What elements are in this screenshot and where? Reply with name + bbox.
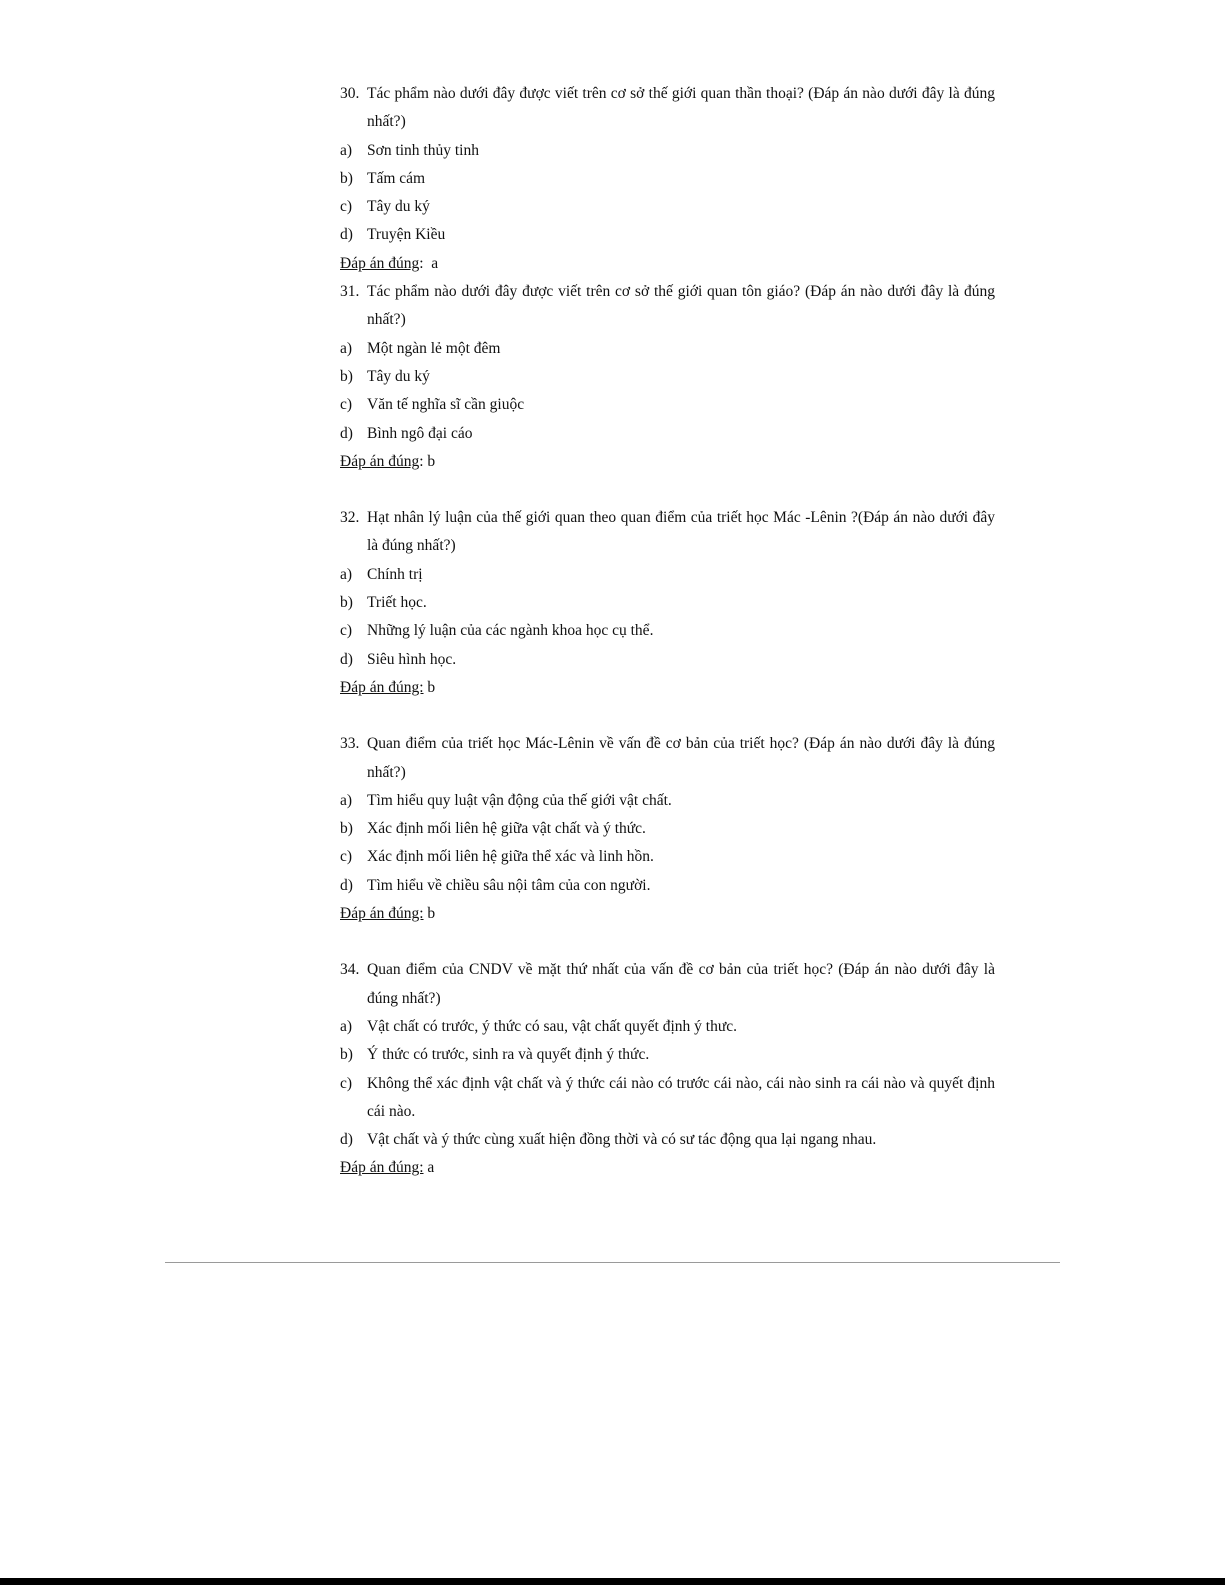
answer-label: Đáp án đúng: xyxy=(340,905,424,923)
option-text: Bình ngô đại cáo xyxy=(367,424,473,442)
option-a xyxy=(340,1013,995,1041)
answer-value: b xyxy=(423,678,436,696)
option-text: Tấm cám xyxy=(367,169,426,187)
answer-line xyxy=(340,1154,995,1182)
option-c xyxy=(340,391,995,419)
option-text: Chính trị xyxy=(367,565,423,583)
answer-label: Đáp án đúng xyxy=(340,254,420,272)
option-d xyxy=(340,872,995,900)
answer-value: b xyxy=(423,905,436,923)
option-letter: a) xyxy=(340,1017,353,1035)
option-letter: a) xyxy=(340,141,353,159)
option-letter: d) xyxy=(340,424,353,442)
question-stem xyxy=(340,956,995,1013)
option-text: Sơn tinh thủy tinh xyxy=(367,141,479,159)
option-a xyxy=(340,561,995,589)
option-c xyxy=(340,843,995,871)
option-text: Vật chất và ý thức cùng xuất hiện đồng thời và có sư tác động qua lại ngang nhau. xyxy=(367,1131,877,1149)
question-text: Quan điểm của triết học Mác-Lênin về vấn đề cơ bản của triết học? (Đáp án nào dưới đây là đúng nhất?) xyxy=(367,735,995,781)
option-text: Siêu hình học. xyxy=(367,650,457,668)
option-text: Vật chất có trước, ý thức có sau, vật chất quyết định ý thưc. xyxy=(367,1017,737,1035)
option-a xyxy=(340,335,995,363)
question-33 xyxy=(340,730,995,928)
option-a xyxy=(340,137,995,165)
option-c xyxy=(340,617,995,645)
answer-value: : b xyxy=(419,452,436,470)
blank-line xyxy=(340,702,995,730)
option-b xyxy=(340,815,995,843)
option-d xyxy=(340,420,995,448)
option-text: Những lý luận của các ngành khoa học cụ thể. xyxy=(367,622,654,640)
option-letter: c) xyxy=(340,396,353,414)
option-letter: b) xyxy=(340,820,353,838)
answer-label: Đáp án đúng: xyxy=(340,1159,424,1177)
option-letter: a) xyxy=(340,565,353,583)
answer-line xyxy=(340,674,995,702)
option-letter: b) xyxy=(340,169,353,187)
question-number: 30. xyxy=(340,85,360,102)
option-letter: b) xyxy=(340,1046,353,1064)
option-text: Không thể xác định vật chất và ý thức cái nào có trước cái nào, cái nào sinh ra cái nào và quyết định cái nào. xyxy=(367,1074,995,1120)
question-31 xyxy=(340,278,995,476)
document-page xyxy=(340,80,995,1183)
answer-line xyxy=(340,448,995,476)
option-text: Tây du ký xyxy=(367,198,430,216)
question-text: Tác phẩm nào dưới đây được viết trên cơ sở thế giới quan thần thoại? (Đáp án nào dưới đây là đúng nhất?) xyxy=(367,85,995,131)
option-letter: c) xyxy=(340,1074,353,1092)
option-letter: a) xyxy=(340,791,353,809)
blank-line xyxy=(340,476,995,504)
option-a xyxy=(340,787,995,815)
answer-value: : a xyxy=(419,254,439,272)
option-c xyxy=(340,193,995,221)
option-letter: c) xyxy=(340,622,353,640)
option-letter: d) xyxy=(340,650,353,668)
answer-label: Đáp án đúng: xyxy=(340,678,424,696)
option-letter: d) xyxy=(340,1131,353,1149)
blank-line xyxy=(340,928,995,956)
option-text: Truyện Kiều xyxy=(367,226,446,244)
question-text: Hạt nhân lý luận của thế giới quan theo quan điểm của triết học Mác -Lênin ?(Đáp án nào dưới đây là đúng nhất?) xyxy=(367,509,995,555)
option-letter: d) xyxy=(340,876,353,894)
option-letter: c) xyxy=(340,848,353,866)
answer-line xyxy=(340,900,995,928)
option-letter: b) xyxy=(340,594,353,612)
option-text: Tìm hiểu về chiều sâu nội tâm của con người. xyxy=(367,876,651,894)
option-c xyxy=(340,1070,995,1127)
option-letter: a) xyxy=(340,339,353,357)
option-text: Xác định mối liên hệ giữa vật chất và ý thức. xyxy=(367,820,646,838)
question-stem xyxy=(340,504,995,561)
footer-divider xyxy=(165,1262,1060,1263)
question-number: 32. xyxy=(340,509,360,527)
question-stem xyxy=(340,730,995,787)
option-b xyxy=(340,165,995,193)
question-stem xyxy=(340,80,995,137)
question-number: 34. xyxy=(340,961,360,979)
option-d xyxy=(340,1126,995,1154)
answer-line xyxy=(340,250,995,278)
page-bottom-edge xyxy=(0,1578,1225,1585)
question-32 xyxy=(340,504,995,702)
question-stem xyxy=(340,278,995,335)
question-text: Tác phẩm nào dưới đây được viết trên cơ sở thế giới quan tôn giáo? (Đáp án nào dưới đây là đúng nhất?) xyxy=(367,283,995,329)
option-letter: d) xyxy=(340,226,353,244)
option-d xyxy=(340,646,995,674)
option-text: Ý thức có trước, sinh ra và quyết định ý thức. xyxy=(367,1046,650,1064)
question-number: 31. xyxy=(340,283,360,301)
option-b xyxy=(340,1041,995,1069)
option-d xyxy=(340,221,995,249)
option-text: Triết học. xyxy=(367,594,427,612)
option-text: Một ngàn lẻ một đêm xyxy=(367,339,501,357)
option-text: Tây du ký xyxy=(367,367,430,385)
option-text: Xác định mối liên hệ giữa thể xác và linh hồn. xyxy=(367,848,654,866)
option-b xyxy=(340,589,995,617)
option-letter: b) xyxy=(340,367,353,385)
option-text: Văn tế nghĩa sĩ cần giuộc xyxy=(367,396,525,414)
answer-label: Đáp án đúng xyxy=(340,452,420,470)
option-letter: c) xyxy=(340,198,353,216)
question-30 xyxy=(340,80,995,278)
option-b xyxy=(340,363,995,391)
option-text: Tìm hiểu quy luật vận động của thế giới vật chất. xyxy=(367,791,672,809)
answer-value: a xyxy=(423,1159,435,1177)
question-number: 33. xyxy=(340,735,360,753)
question-34 xyxy=(340,956,995,1182)
question-text: Quan điểm của CNDV về mặt thứ nhất của vấn đề cơ bản của triết học? (Đáp án nào dưới đây là đúng nhất?) xyxy=(367,961,995,1007)
